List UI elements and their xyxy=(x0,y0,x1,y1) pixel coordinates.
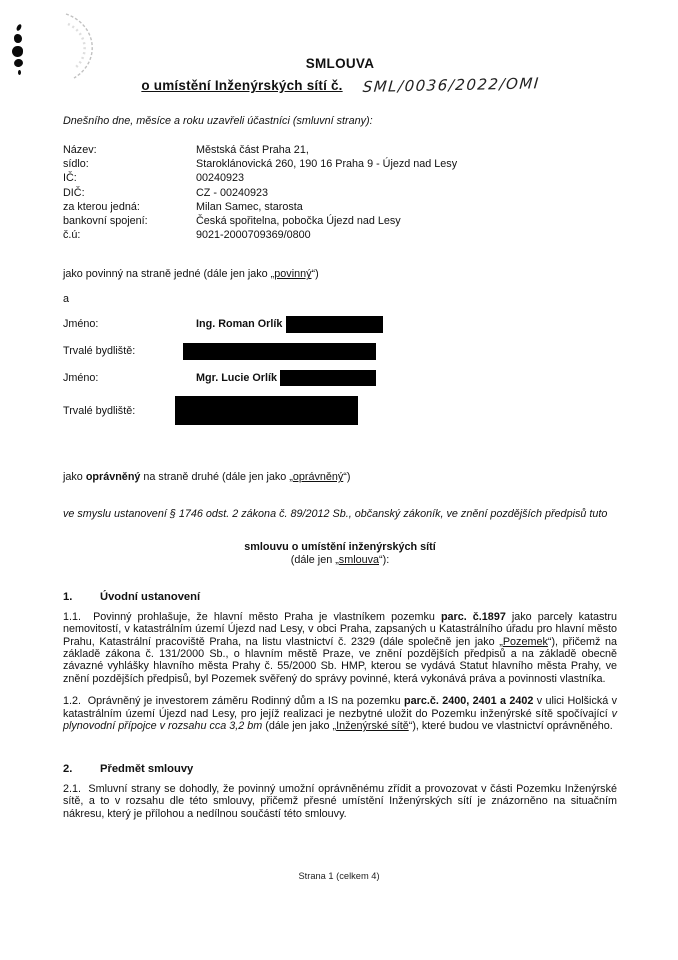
party1-details xyxy=(63,143,617,242)
row-label: sídlo: xyxy=(63,158,89,171)
party2-details xyxy=(63,315,617,425)
row-value: Milan Samec, starosta xyxy=(196,200,303,213)
redaction-box xyxy=(280,370,376,386)
legal-basis-line: ve smyslu ustanovení § 1746 odst. 2 zákona č. 89/2012 Sb., občanský zákoník, ve znění pozdějších předpisů tuto xyxy=(63,508,608,521)
ink-blob xyxy=(18,70,21,75)
row-value: Staroklánovická 260, 190 16 Praha 9 - Újezd nad Lesy xyxy=(196,158,458,171)
row-value: Ing. Roman Orlík xyxy=(196,318,283,331)
party2-role-line: jako oprávněný na straně druhé (dále jen jako „oprávněný“) xyxy=(63,471,351,484)
row-label: IČ: xyxy=(63,172,77,185)
contract-number-handwritten: SML/0036/2022/OMI xyxy=(361,74,541,96)
paragraph-2-1: 2.1. Smluvní strany se dohodly, že povinný umožní oprávněnému zřídit a provozovat v části Pozemku Inženýrské sítě, a to v rozsahu dle této smlouvy, přičemž přesné umístění Inženýrských sítí je znázorněno na situačním nákresu, který je přílohou a nedílnou součástí této smlouvy. xyxy=(63,782,617,820)
intro-line: Dnešního dne, měsíce a roku uzavřeli účastníci (smluvní strany): xyxy=(63,115,373,127)
section-heading-2 xyxy=(63,763,617,775)
row-value: Městská část Praha 21, xyxy=(196,144,309,156)
row-value: Mgr. Lucie Orlík xyxy=(196,372,277,385)
row-label: bankovní spojení: xyxy=(63,215,148,228)
ink-blob xyxy=(14,34,22,43)
section-title: Úvodní ustanovení xyxy=(100,590,201,603)
ink-blob xyxy=(12,46,23,57)
section-number: 1. xyxy=(63,590,73,603)
party-row xyxy=(63,342,617,360)
row-label: za kterou jedná: xyxy=(63,200,140,213)
row-value: 00240923 xyxy=(196,172,245,185)
row-label: Název: xyxy=(63,144,97,156)
party-row xyxy=(63,369,617,387)
row-label: Jméno: xyxy=(63,372,99,385)
party-row xyxy=(63,315,617,333)
margin-scribble-mark xyxy=(8,24,28,82)
section-title: Předmět smlouvy xyxy=(100,762,194,775)
agreement-title: smlouvu o umístění inženýrských sítí xyxy=(244,540,436,553)
contract-subtitle-line xyxy=(63,76,617,94)
page-footer: Strana 1 (celkem 4) xyxy=(298,871,380,881)
party-row xyxy=(63,171,617,185)
contract-subtitle: o umístění Inženýrských sítí č. xyxy=(141,78,343,93)
row-label: DIČ: xyxy=(63,186,85,199)
page-title: SMLOUVA xyxy=(305,56,375,71)
redaction-box xyxy=(183,343,376,360)
row-label: Trvalé bydliště: xyxy=(63,345,136,358)
row-label: č.ú: xyxy=(63,229,81,242)
party-row xyxy=(63,143,617,157)
party-row xyxy=(63,228,617,242)
row-value: 9021-2000709369/0800 xyxy=(196,229,311,242)
ink-blob xyxy=(13,58,24,68)
party-row xyxy=(63,396,617,425)
row-label: Jméno: xyxy=(63,318,99,331)
row-value: CZ - 00240923 xyxy=(196,186,269,199)
party-row xyxy=(63,157,617,171)
party-row xyxy=(63,200,617,214)
party-row xyxy=(63,186,617,200)
section-number: 2. xyxy=(63,762,73,775)
redaction-box xyxy=(175,396,358,425)
ink-blob xyxy=(16,23,23,31)
connector-word: a xyxy=(63,293,70,306)
section-heading-1 xyxy=(63,591,617,603)
row-label: Trvalé bydliště: xyxy=(63,404,136,417)
paragraph-1-2: 1.2. Oprávněný je investorem záměru Rodinný dům a IS na pozemku parc.č. 2400, 2401 a 2402 v ulici Holšická v katastrálním území Újezd nad Lesy, pro jejíž realizaci je nezbytné uložit do Pozemku inženýrské sítě spočívající v plynovodní přípojce v rozsahu cca 3,2 bm (dále jen jako „Inženýrské sítě“), které budou ve vlastnictví oprávněného. xyxy=(63,695,618,733)
party-row xyxy=(63,214,617,228)
redaction-box xyxy=(286,316,383,333)
agreement-subtitle: (dále jen „smlouva“): xyxy=(290,553,390,566)
party1-role-line: jako povinný na straně jedné (dále jen jako „povinný“) xyxy=(63,268,319,281)
row-value: Česká spořitelna, pobočka Újezd nad Lesy xyxy=(196,215,401,228)
paragraph-1-1: 1.1. Povinný prohlašuje, že hlavní město Praha je vlastníkem pozemku parc. č.1897 jako parcely katastru nemovitostí, v katastrálním území Újezd nad Lesy, v obci Praha, zapsaných u Katastrálního úřadu pro hlavní město Prahu, Katastrální pracoviště Praha, na listu vlastnictví č. 2329 (dále společně jen jako „Pozemek“), přičemž na základě zákona č. 131/2000 Sb., o hlavním městě Praze, ve znění pozdějších předpisů a na základě obecně závazné vyhlášky hlavního města Prahy č. 55/2000 Sb. HMP, kterou se vydává Statut hlavního města Prahy, ve znění pozdějších předpisů, byl Pozemek svěřený do správy povinné, která vykonává práva a povinnosti vlastníka. xyxy=(63,610,617,685)
